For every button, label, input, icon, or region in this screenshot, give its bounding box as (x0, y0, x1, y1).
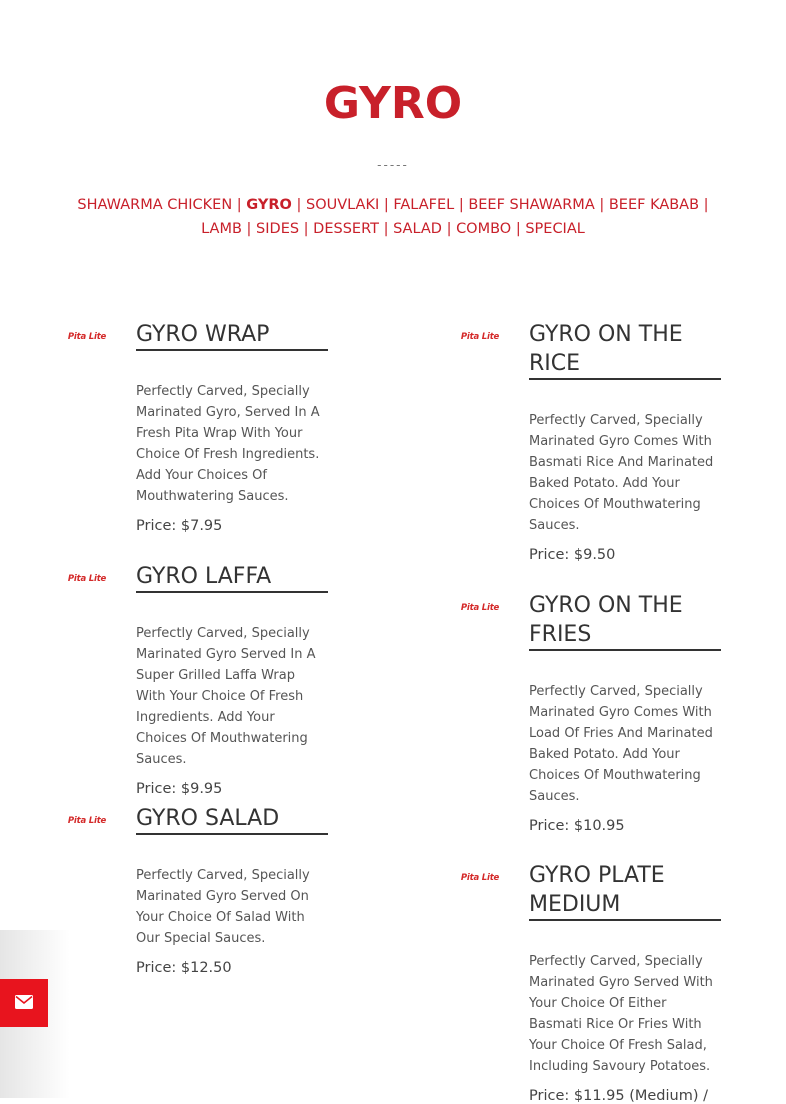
category-link-shawarma-chicken[interactable]: SHAWARMA CHICKEN (77, 197, 233, 213)
envelope-icon (15, 994, 33, 1013)
page-title: GYRO (323, 78, 463, 129)
category-link-salad[interactable]: SALAD (393, 221, 442, 237)
item-price: Price: $11.95 (Medium) / (529, 1088, 708, 1104)
nav-separator: | (703, 197, 709, 213)
item-price: Price: $10.95 (529, 818, 625, 834)
nav-separator: | (303, 221, 309, 237)
item-description: Perfectly Carved, Specially Marinated Gyro Comes With Load Of Fries And Marinated Baked Potato. Add Your Choices Of Mouthwatering Sauces. (529, 684, 713, 804)
nav-separator: | (446, 221, 452, 237)
item-price: Price: $9.50 (529, 547, 616, 563)
pita-lite-logo: Pita Lite (67, 816, 107, 826)
category-link-souvlaki[interactable]: SOUVLAKI (305, 197, 380, 213)
nav-separator: | (383, 221, 389, 237)
nav-separator: | (599, 197, 605, 213)
item-description: Perfectly Carved, Specially Marinated Gyro Served With Your Choice Of Either Basmati Rice Or Fries With Your Choice Of Fresh Salad, Including Savoury Potatoes. (529, 954, 713, 1074)
item-price: Price: $12.50 (136, 960, 232, 976)
item-name: GYRO ON THE RICE (529, 320, 721, 380)
item-price: Price: $9.95 (136, 781, 223, 797)
nav-separator: | (458, 197, 464, 213)
item-description: Perfectly Carved, Specially Marinated Gyro, Served In A Fresh Pita Wrap With Your Choice Of Fresh Ingredients. Add Your Choices Of Mouthwatering Sauces. (136, 384, 320, 504)
category-link-lamb[interactable]: LAMB (201, 221, 242, 237)
title-divider: ----- (377, 158, 409, 172)
item-name: GYRO SALAD (136, 804, 328, 835)
category-link-falafel[interactable]: FALAFEL (393, 197, 455, 213)
item-name: GYRO ON THE FRIES (529, 591, 721, 651)
pita-lite-logo: Pita Lite (460, 603, 500, 613)
nav-separator: | (383, 197, 389, 213)
category-link-beef-kabab[interactable]: BEEF KABAB (608, 197, 700, 213)
category-nav (60, 193, 726, 241)
pita-lite-logo: Pita Lite (460, 332, 500, 342)
item-name: GYRO PLATE MEDIUM (529, 861, 721, 921)
contact-button[interactable] (0, 979, 48, 1027)
nav-separator: | (236, 197, 242, 213)
pita-lite-logo: Pita Lite (67, 574, 107, 584)
category-link-dessert[interactable]: DESSERT (313, 221, 379, 237)
category-link-special[interactable]: SPECIAL (525, 221, 585, 237)
pita-lite-logo: Pita Lite (67, 332, 107, 342)
category-link-sides[interactable]: SIDES (256, 221, 300, 237)
nav-separator: | (296, 197, 302, 213)
item-name: GYRO LAFFA (136, 562, 328, 593)
item-name: GYRO WRAP (136, 320, 328, 351)
item-description: Perfectly Carved, Specially Marinated Gyro Served In A Super Grilled Laffa Wrap With Your Choice Of Fresh Ingredients. Add Your Choices Of Mouthwatering Sauces. (136, 626, 316, 767)
category-link-combo[interactable]: COMBO (456, 221, 512, 237)
nav-separator: | (515, 221, 521, 237)
category-link-beef-shawarma[interactable]: BEEF SHAWARMA (468, 197, 595, 213)
item-price: Price: $7.95 (136, 518, 223, 534)
pita-lite-logo: Pita Lite (460, 873, 500, 883)
item-description: Perfectly Carved, Specially Marinated Gyro Comes With Basmati Rice And Marinated Baked Potato. Add Your Choices Of Mouthwatering Sauces. (529, 413, 714, 533)
nav-separator: | (246, 221, 252, 237)
category-link-gyro[interactable]: GYRO (246, 197, 292, 213)
item-description: Perfectly Carved, Specially Marinated Gyro Served On Your Choice Of Salad With Our Special Sauces. (136, 868, 310, 946)
